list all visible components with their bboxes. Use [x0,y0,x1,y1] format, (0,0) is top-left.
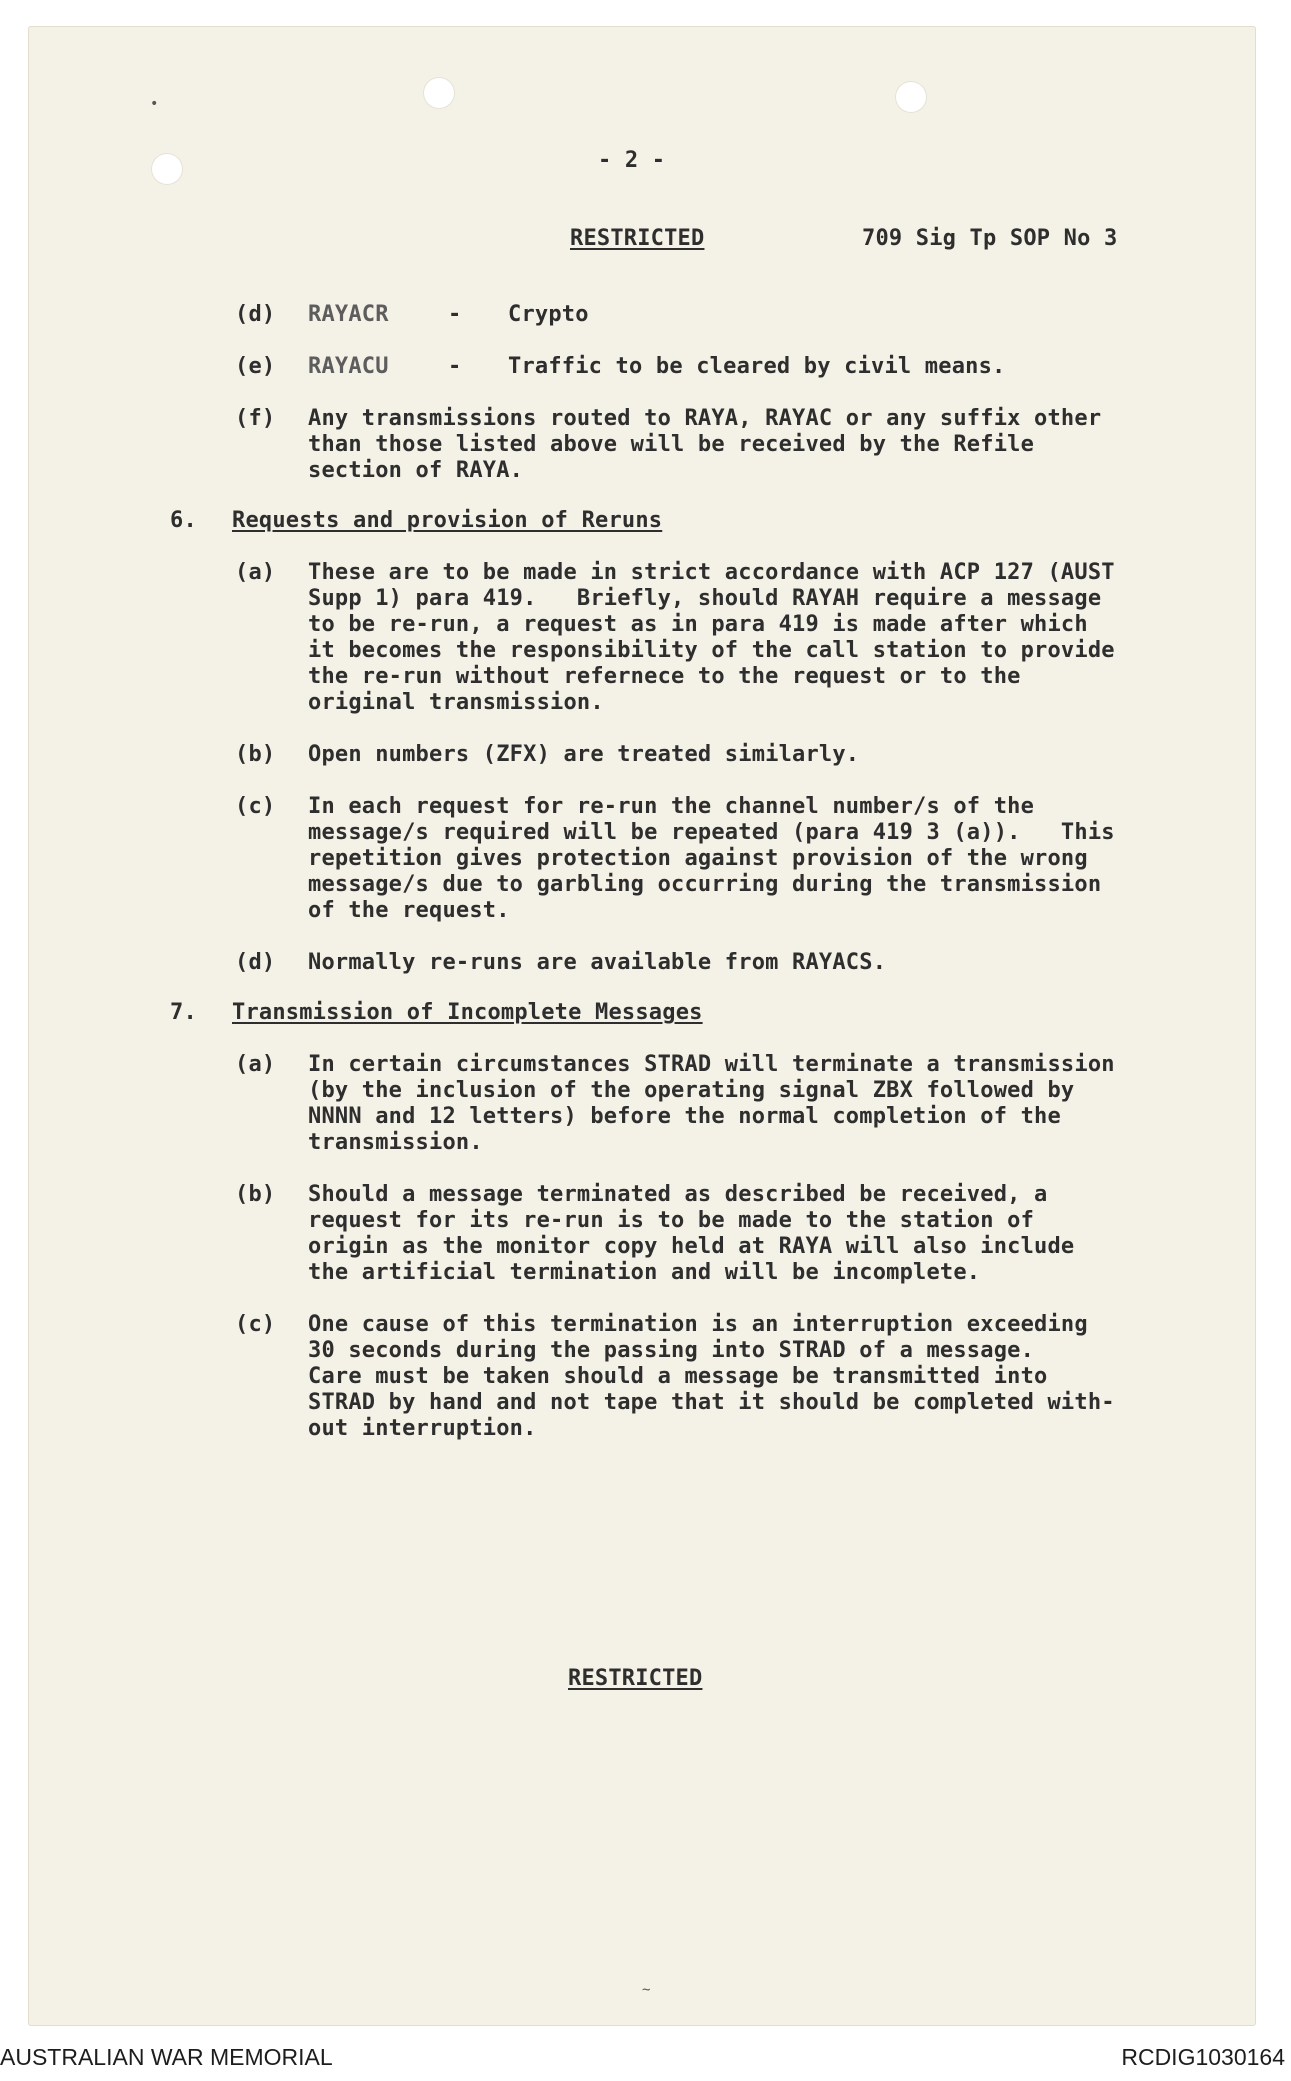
item-line: Should a message terminated as described be received, a [308,1182,1048,1207]
item-text: Traffic to be cleared by civil means. [508,354,1006,379]
section-number: 7. [170,1000,197,1025]
item-label: (e) [235,354,276,379]
item-code: RAYACU [308,354,389,379]
item-label: (c) [235,794,276,819]
item-line: 30 seconds during the passing into STRAD of a message. [308,1338,1035,1363]
item-line: the re-run without refernece to the request or to the [308,664,1021,689]
item-line: to be re-run, a request as in para 419 is made after which [308,612,1088,637]
item-line: the artificial termination and will be incomplete. [308,1260,981,1285]
item-line: NNNN and 12 letters) before the normal completion of the [308,1104,1061,1129]
item-line: it becomes the responsibility of the call station to provide [308,638,1115,663]
item-label: (d) [235,950,276,975]
footer-classification: RESTRICTED [568,1666,703,1691]
punch-hole [152,154,182,184]
document-reference: 709 Sig Tp SOP No 3 [862,226,1118,251]
item-line: Care must be taken should a message be transmitted into [308,1364,1048,1389]
item-label: (d) [235,302,276,327]
item-label: (b) [235,742,276,767]
item-line: message/s due to garbling occurring during the transmission [308,872,1102,897]
section-title: Transmission of Incomplete Messages [232,1000,703,1025]
item-line: original transmission. [308,690,604,715]
item-label: (a) [235,560,276,585]
item-line: of the request. [308,898,510,923]
item-line: repetition gives protection against provision of the wrong [308,846,1088,871]
item-line: In certain circumstances STRAD will terminate a transmission [308,1052,1115,1077]
item-label: (c) [235,1312,276,1337]
item-line: One cause of this termination is an interruption exceeding [308,1312,1088,1337]
item-line: These are to be made in strict accordance with ACP 127 (AUST [308,560,1115,585]
item-label: (f) [235,406,276,431]
punch-hole [424,78,454,108]
item-line: than those listed above will be received by the Refile [308,432,1035,457]
archive-credit: AUSTRALIAN WAR MEMORIAL [0,2044,333,2070]
item-label: (b) [235,1182,276,1207]
archive-record-id: RCDIG1030164 [1121,2044,1285,2070]
item-code: RAYACR [308,302,389,327]
item-line: message/s required will be repeated (para 419 3 (a)). This [308,820,1115,845]
item-label: (a) [235,1052,276,1077]
item-line: STRAD by hand and not tape that it should be completed with- [308,1390,1115,1415]
punch-hole [896,82,926,112]
item-text: Crypto [508,302,589,327]
item-line: Any transmissions routed to RAYA, RAYAC or any suffix other [308,406,1102,431]
item-line: section of RAYA. [308,458,524,483]
item-line: origin as the monitor copy held at RAYA will also include [308,1234,1075,1259]
page-number: - 2 - [598,148,666,173]
section-title: Requests and provision of Reruns [232,508,663,533]
item-line: out interruption. [308,1416,537,1441]
ink-speck: ~ [642,1982,651,1998]
item-line: request for its re-run is to be made to the station of [308,1208,1035,1233]
ink-speck: • [150,96,159,112]
item-line: Normally re-runs are available from RAYACS. [308,950,887,975]
item-line: In each request for re-run the channel number/s of the [308,794,1035,819]
item-line: (by the inclusion of the operating signal ZBX followed by [308,1078,1075,1103]
item-dash: - [448,354,462,379]
item-line: Open numbers (ZFX) are treated similarly. [308,742,860,767]
document-page [28,26,1256,2026]
item-line: Supp 1) para 419. Briefly, should RAYAH require a message [308,586,1102,611]
section-number: 6. [170,508,197,533]
header-classification: RESTRICTED [570,226,705,251]
item-line: transmission. [308,1130,483,1155]
item-dash: - [448,302,462,327]
